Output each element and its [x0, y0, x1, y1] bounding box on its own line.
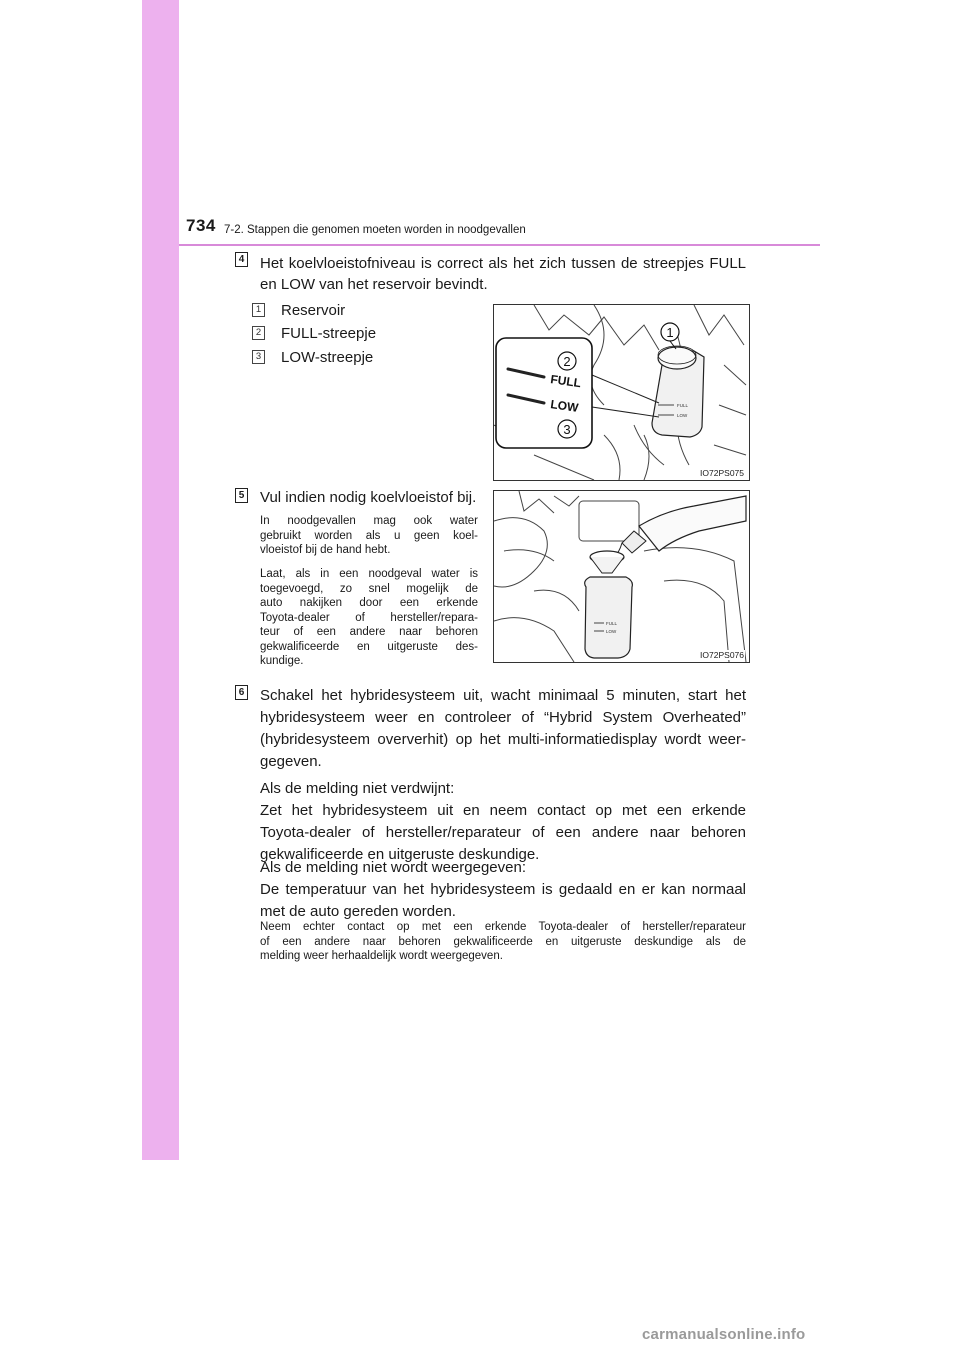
- callout-2: 2: [563, 354, 571, 369]
- note-line: Neem echter contact op met een erkende Toyota-dealer of hersteller/reparateur: [260, 921, 746, 933]
- page-number: 734: [186, 216, 216, 235]
- item-1-label: Reservoir: [281, 302, 346, 319]
- text-line: met de auto gereden worden.: [260, 903, 456, 920]
- text-line: Als de melding niet verdwijnt:: [260, 780, 455, 797]
- text-line: gekwalificeerde en uitgeruste deskundige.: [260, 846, 540, 863]
- reservoir-figure: [493, 304, 750, 481]
- note-line: vloeistof bij de hand hebt.: [260, 544, 391, 556]
- full-mark-label: FULL: [549, 372, 582, 391]
- tank-low-mark: LOW: [677, 413, 688, 418]
- tank-low-mark: LOW: [606, 629, 617, 634]
- step-5-note-1: [260, 514, 478, 558]
- step-4-line-1: Het koelvloeistofniveau is correct als het zich tussen de streepjes FULL: [260, 255, 746, 272]
- text-line: hybridesysteem weer en controleer of “Hybrid System Overheated”: [260, 709, 746, 726]
- text-line: Als de melding niet wordt weergegeven:: [260, 859, 526, 876]
- text-line: Schakel het hybridesysteem uit, wacht minimaal 5 minuten, start het: [260, 687, 746, 704]
- note-line: auto nakijken door een erkende: [260, 597, 478, 609]
- step-6-badge: 6: [235, 685, 248, 700]
- note-line: of een andere naar behoren gekwalificeerde en uitgeruste deskundige als de: [260, 935, 746, 948]
- text-line: Toyota-dealer of hersteller/reparateur of een andere naar behoren: [260, 824, 746, 841]
- step-5-line-1: Vul indien nodig koelvloeistof bij.: [260, 489, 477, 506]
- step-6-paragraph-2: [260, 778, 746, 866]
- item-1-badge: 1: [252, 303, 265, 317]
- section-title: 7-2. Stappen die genomen moeten worden in noodgevallen: [224, 224, 526, 236]
- step-5-note-2: [260, 567, 478, 669]
- refill-illustration: [494, 491, 749, 662]
- item-2-badge: 2: [252, 326, 265, 340]
- text-line: gegeven.: [260, 753, 322, 770]
- callout-1: 1: [666, 325, 674, 340]
- text-line: De temperatuur van het hybridesysteem is gedaald en er kan normaal: [260, 881, 746, 898]
- figure-id: IO72PS075: [700, 468, 744, 478]
- note-line: gekwalificeerde en uitgeruste des-: [260, 640, 478, 653]
- note-line: teur of een andere naar behoren: [260, 626, 478, 638]
- note-line: Laat, als in een noodgeval water is: [260, 568, 478, 580]
- text-line: Zet het hybridesysteem uit en neem contact op met een erkende: [260, 802, 746, 819]
- header-divider: [179, 244, 820, 246]
- note-line: gebruikt worden als u geen koel-: [260, 529, 478, 542]
- watermark: carmanualsonline.info: [642, 1326, 806, 1343]
- text-line: (hybridesysteem oververhit) op het multi-informatiedisplay wordt weer-: [260, 731, 746, 748]
- note-line: toegevoegd, zo snel mogelijk de: [260, 582, 478, 595]
- tank-full-mark: FULL: [677, 403, 689, 408]
- step-4-badge: 4: [235, 252, 248, 267]
- step-6-note: [260, 920, 746, 964]
- note-line: melding weer herhaaldelijk wordt weergegeven.: [260, 950, 503, 962]
- step-6-paragraph-3: [260, 857, 746, 923]
- note-line: Toyota-dealer of hersteller/repara-: [260, 611, 478, 624]
- step-6-paragraph-1: [260, 685, 746, 773]
- refill-figure: [493, 490, 750, 663]
- note-line: kundige.: [260, 655, 304, 667]
- figure-id: IO72PS076: [700, 650, 744, 660]
- step-5-badge: 5: [235, 488, 248, 503]
- item-2-label: FULL-streepje: [281, 325, 377, 342]
- note-line: In noodgevallen mag ook water: [260, 515, 478, 527]
- tank-full-mark: FULL: [606, 621, 618, 626]
- item-3-label: LOW-streepje: [281, 349, 374, 366]
- low-mark-label: LOW: [549, 397, 580, 415]
- step-4-line-2: en LOW van het reservoir bevindt.: [260, 276, 488, 293]
- item-3-badge: 3: [252, 350, 265, 364]
- callout-3: 3: [563, 422, 571, 437]
- section-tab-bar: [142, 0, 179, 1160]
- engine-bay-illustration: [494, 305, 749, 480]
